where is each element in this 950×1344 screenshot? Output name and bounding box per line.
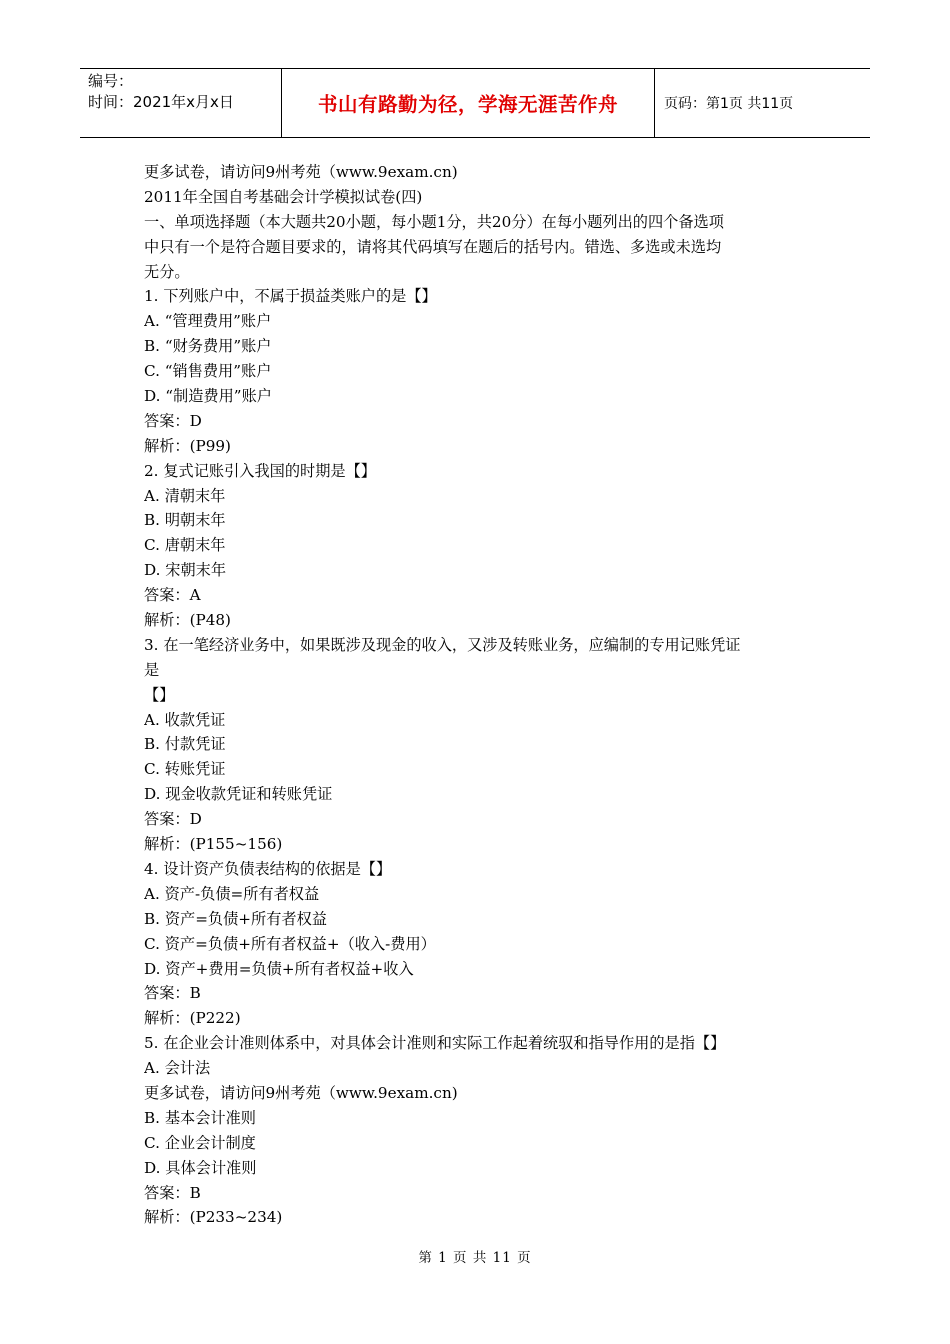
text-line: 更多试卷，请访问9州考苑（www.9exam.cn) xyxy=(144,1083,458,1102)
text-line: C. 转账凭证 xyxy=(144,760,226,779)
text-line: B. “财务费用”账户 xyxy=(144,337,272,356)
text-line: B. 付款凭证 xyxy=(144,735,226,754)
text-line: 解析：(P48) xyxy=(144,611,231,630)
text-line: 是 xyxy=(144,660,160,679)
text-line: A. 清朝末年 xyxy=(144,486,226,505)
text-line: 3. 在一笔经济业务中，如果既涉及现金的收入，又涉及转账业务，应编制的专用记账凭证 xyxy=(144,635,741,654)
document-header xyxy=(80,68,870,138)
text-line: C. 唐朝末年 xyxy=(144,536,226,555)
text-line: 一、单项选择题（本大题共20小题，每小题1分，共20分）在每小题列出的四个备选项 xyxy=(144,212,724,231)
text-line: 解析：(P99) xyxy=(144,436,231,455)
text-line: A. 收款凭证 xyxy=(144,710,226,729)
text-line: 解析：(P233~234) xyxy=(144,1208,283,1227)
text-line: 无分。 xyxy=(144,262,190,281)
text-line: D. 现金收款凭证和转账凭证 xyxy=(144,785,333,804)
text-line: 【】 xyxy=(144,685,175,704)
header-page-info: 页码：第1页 共11页 xyxy=(664,96,794,112)
text-line: B. 基本会计准则 xyxy=(144,1108,256,1127)
page-footer: 第 1 页 共 11 页 xyxy=(418,1250,532,1266)
document-body xyxy=(144,160,814,1230)
text-line: 更多试卷，请访问9州考苑（www.9exam.cn) xyxy=(144,163,458,181)
header-motto: 书山有路勤为径，学海无涯苦作舟 xyxy=(317,93,618,116)
text-line: C. 企业会计制度 xyxy=(144,1133,256,1152)
text-line: D. 具体会计准则 xyxy=(144,1158,257,1177)
time-label: 时间：2021年x月x日 xyxy=(88,93,234,111)
text-line: B. 资产=负债+所有者权益 xyxy=(144,909,327,928)
header-page-info-cell xyxy=(655,69,870,137)
header-meta xyxy=(80,69,282,137)
text-line: 答案：A xyxy=(144,586,201,605)
header-motto-cell xyxy=(282,69,655,137)
text-line: 解析：(P155~156) xyxy=(144,835,283,854)
text-line: D. “制造费用”账户 xyxy=(144,387,272,406)
text-line: 4. 设计资产负债表结构的依据是【】 xyxy=(144,859,392,878)
text-line: 答案：B xyxy=(144,984,201,1003)
text-line: 答案：B xyxy=(144,1183,201,1202)
number-label: 编号： xyxy=(88,72,134,90)
text-line: A. “管理费用”账户 xyxy=(144,312,272,331)
text-line: 答案：D xyxy=(144,810,202,829)
text-line: 2011年全国自考基础会计学模拟试卷(四) xyxy=(144,187,423,206)
text-line: D. 宋朝末年 xyxy=(144,561,227,580)
text-line: 答案：D xyxy=(144,411,202,430)
text-line: D. 资产+费用=负债+所有者权益+收入 xyxy=(144,959,414,978)
text-line: 2. 复式记账引入我国的时期是【】 xyxy=(144,461,376,480)
text-line: 1. 下列账户中，不属于损益类账户的是【】 xyxy=(144,287,437,306)
text-line: 5. 在企业会计准则体系中，对具体会计准则和实际工作起着统驭和指导作用的是指【】 xyxy=(144,1034,726,1053)
text-line: B. 明朝末年 xyxy=(144,511,226,530)
text-line: C. 资产=负债+所有者权益+（收入-费用） xyxy=(144,934,436,953)
text-line: A. 会计法 xyxy=(144,1059,211,1078)
text-line: A. 资产-负债=所有者权益 xyxy=(144,884,320,903)
text-line: C. “销售费用”账户 xyxy=(144,362,272,381)
text-line: 解析：(P222) xyxy=(144,1009,241,1028)
text-line: 中只有一个是符合题目要求的，请将其代码填写在题后的括号内。错选、多选或未选均 xyxy=(144,237,722,256)
